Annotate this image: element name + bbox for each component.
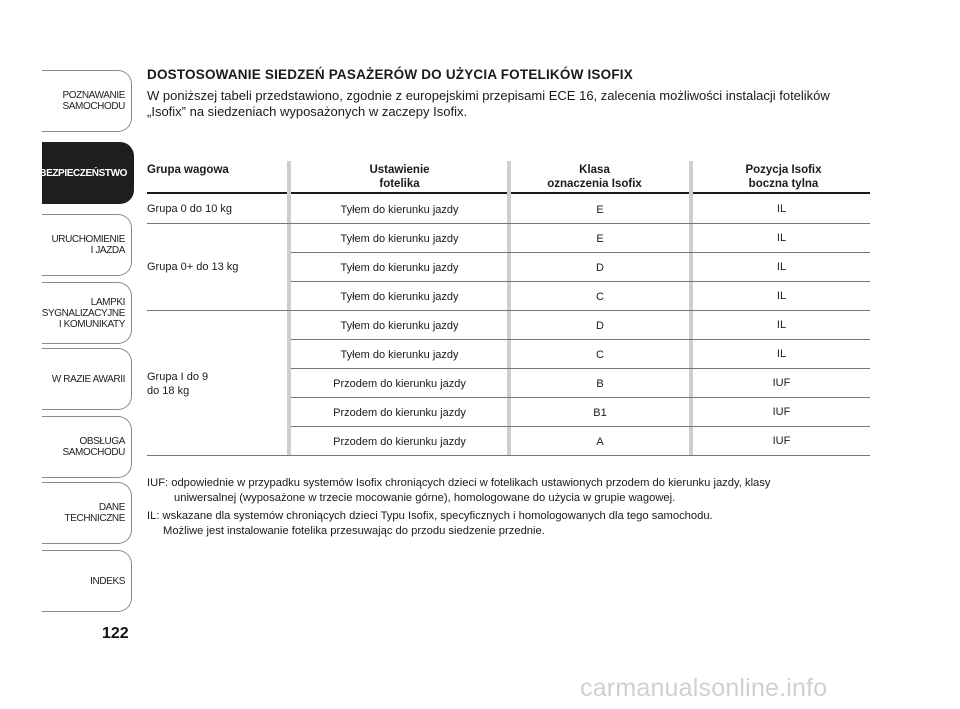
note-il-line2: Możliwe jest instalowanie fotelika przesuwając do przodu siedzenie przednie. bbox=[163, 525, 545, 537]
tab-uruchomienie-i-jazda[interactable]: URUCHOMIENIE I JAZDA bbox=[42, 214, 132, 276]
note-iuf bbox=[147, 476, 870, 506]
tab-bezpieczenstwo[interactable]: BEZPIECZEŃSTWO bbox=[42, 142, 134, 204]
cell-class: A bbox=[596, 436, 604, 448]
page-number: 122 bbox=[102, 625, 129, 642]
cell-side: IUF bbox=[772, 406, 791, 418]
cell-class: E bbox=[596, 204, 604, 216]
row-divider bbox=[291, 339, 870, 340]
tab-poznawanie-samochodu[interactable]: POZNAWANIE SAMOCHODU bbox=[42, 70, 132, 132]
cell-side: IL bbox=[776, 290, 787, 302]
cell-position: Tyłem do kierunku jazdy bbox=[340, 349, 459, 361]
cell-position: Przodem do kierunku jazdy bbox=[333, 436, 466, 448]
tab-indeks[interactable]: INDEKS bbox=[42, 550, 132, 612]
column-separator bbox=[287, 161, 291, 456]
cell-side: IUF bbox=[772, 377, 791, 389]
header-position: Ustawienie fotelika bbox=[369, 164, 430, 190]
cell-side: IL bbox=[776, 261, 787, 273]
row-divider bbox=[291, 281, 870, 282]
group-label: Grupa 0 do 10 kg bbox=[147, 203, 233, 215]
note-iuf-line1: IUF: odpowiednie w przypadku systemów Isofix chroniących dzieci w fotelikach ustawionych przodem do kierunku jazdy, klasy bbox=[147, 477, 771, 489]
cell-side: IL bbox=[776, 319, 787, 331]
header-class: Klasa oznaczenia Isofix bbox=[547, 164, 642, 190]
intro-paragraph: W poniższej tabeli przedstawiono, zgodnie z europejskimi przepisami ECE 16, zalecenia możliwości instalacji fotelików „Isofix” na siedzeniach wyposażonych w zaczepy Isofix. bbox=[147, 88, 830, 119]
cell-position: Przodem do kierunku jazdy bbox=[333, 378, 466, 390]
cell-position: Tyłem do kierunku jazdy bbox=[340, 291, 459, 303]
cell-position: Tyłem do kierunku jazdy bbox=[340, 320, 459, 332]
row-divider bbox=[147, 310, 870, 311]
tab-lampki-sygnalizacyjne[interactable]: LAMPKI SYGNALIZACYJNE I KOMUNIKATY bbox=[42, 282, 132, 344]
page-title: DOSTOSOWANIE SIEDZEŃ PASAŻERÓW DO UŻYCIA FOTELIKÓW ISOFIX bbox=[147, 67, 633, 82]
footnotes bbox=[147, 476, 870, 539]
row-divider bbox=[291, 426, 870, 427]
note-iuf-line2: uniwersalnej (wyposażone w trzecie mocowanie górne), homologowane do użycia w grupie wagowej. bbox=[174, 492, 676, 504]
watermark: carmanualsonline.info bbox=[580, 674, 828, 702]
cell-class: D bbox=[596, 320, 604, 332]
note-il-line1: IL: wskazane dla systemów chroniących dzieci Typu Isofix, specyficznych i homologowanych dla tego samochodu. bbox=[147, 510, 713, 522]
row-divider bbox=[291, 252, 870, 253]
tab-w-razie-awarii[interactable]: W RAZIE AWARII bbox=[42, 348, 132, 410]
isofix-table bbox=[147, 161, 870, 457]
cell-class: B bbox=[596, 378, 604, 390]
tab-dane-techniczne[interactable]: DANE TECHNICZNE bbox=[42, 482, 132, 544]
row-divider bbox=[147, 223, 870, 224]
cell-position: Tyłem do kierunku jazdy bbox=[340, 262, 459, 274]
cell-class: E bbox=[596, 233, 604, 245]
cell-position: Przodem do kierunku jazdy bbox=[333, 407, 466, 419]
header-side: Pozycja Isofix boczna tylna bbox=[745, 164, 822, 190]
cell-class: C bbox=[596, 349, 604, 361]
header-group: Grupa wagowa bbox=[147, 164, 229, 176]
cell-side: IL bbox=[776, 203, 787, 215]
cell-side: IL bbox=[776, 348, 787, 360]
note-il bbox=[147, 509, 870, 539]
cell-class: B1 bbox=[593, 407, 607, 419]
group-label: Grupa 0+ do 13 kg bbox=[147, 261, 239, 273]
tab-obsluga-samochodu[interactable]: OBSŁUGA SAMOCHODU bbox=[42, 416, 132, 478]
group-label: Grupa I do 9 do 18 kg bbox=[147, 371, 209, 397]
cell-class: D bbox=[596, 262, 604, 274]
row-divider bbox=[147, 455, 870, 456]
row-divider bbox=[291, 397, 870, 398]
cell-side: IL bbox=[776, 232, 787, 244]
cell-position: Tyłem do kierunku jazdy bbox=[340, 204, 459, 216]
row-divider bbox=[291, 368, 870, 369]
cell-side: IUF bbox=[772, 435, 791, 447]
cell-class: C bbox=[596, 291, 604, 303]
main-content bbox=[147, 67, 870, 537]
cell-position: Tyłem do kierunku jazdy bbox=[340, 233, 459, 245]
